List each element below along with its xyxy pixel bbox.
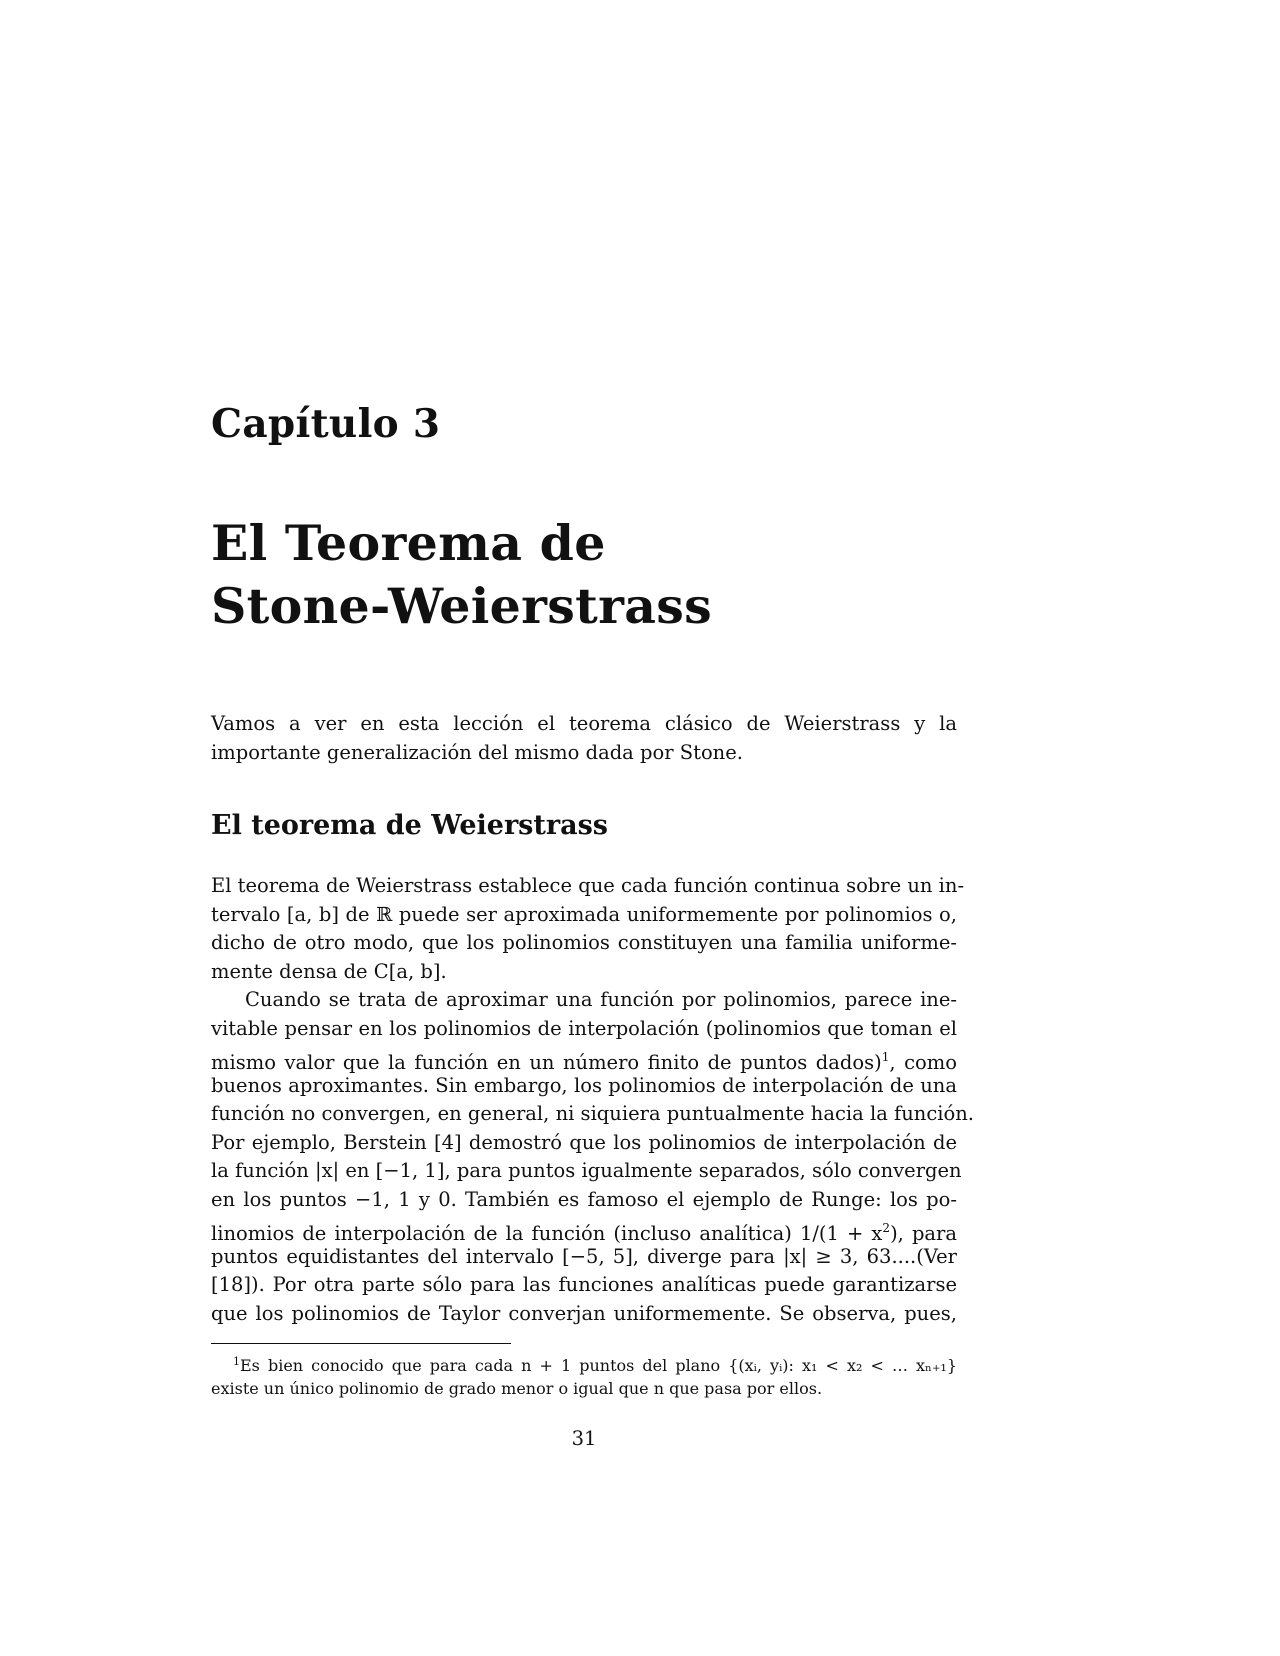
exponent: 2 — [882, 1221, 891, 1235]
body-line: Cuando se trata de aproximar una función por polinomios, parece ine- — [245, 988, 957, 1011]
body-line: dicho de otro modo, que los polinomios constituyen una familia uniforme- — [211, 931, 957, 954]
chapter-title — [211, 512, 712, 638]
body-line: [18]). Por otra parte sólo para las funciones analíticas puede garantizarse — [211, 1273, 957, 1296]
body-line: vitable pensar en los polinomios de interpolación (polinomios que toman el — [211, 1016, 957, 1040]
body-line: función no convergen, en general, ni siquiera puntualmente hacia la función. — [211, 1102, 975, 1125]
footnote-line: existe un único polinomio de grado menor o igual que n que pasa por ellos. — [211, 1379, 823, 1398]
body-text — [211, 872, 975, 1328]
body-line: que los polinomios de Taylor converjan uniformemente. Se observa, pues, — [211, 1301, 957, 1325]
footnote-text: Es bien conocido que para cada n + 1 puntos del plano {(xᵢ, yᵢ): x₁ < x₂ < … xₙ₊₁} — [240, 1356, 957, 1375]
body-line-text: mismo valor que la función en un número finito de puntos dados) — [211, 1051, 882, 1074]
body-line-text: linomios de interpolación de la función (incluso analítica) 1/(1 + x — [211, 1222, 883, 1245]
document-page — [211, 0, 975, 1656]
body-line: la función |x| en [−1, 1], para puntos igualmente separados, sólo convergen — [211, 1159, 962, 1182]
footnote-line — [211, 1350, 957, 1377]
chapter-title-line-2: Stone-Weierstrass — [211, 577, 713, 635]
body-line: tervalo [a, b] de ℝ puede ser aproximada uniformemente por polinomios o, — [211, 902, 957, 926]
body-line-text: ), para — [890, 1222, 957, 1245]
body-line — [211, 1214, 957, 1243]
footnote — [211, 1350, 957, 1400]
footnote-mark: 1 — [233, 1355, 240, 1368]
footnote-reference: 1 — [881, 1050, 890, 1064]
page-number: 31 — [571, 1427, 597, 1450]
intro-paragraph: Vamos a ver en esta lección el teorema clásico de Weierstrass y la importante generalización del mismo dada por Stone. — [211, 712, 957, 764]
body-line-text: , como — [889, 1051, 957, 1074]
body-line: puntos equidistantes del intervalo [−5, 5], diverge para |x| ≥ 3, 63....(Ver — [211, 1244, 957, 1268]
body-line: buenos aproximantes. Sin embargo, los polinomios de interpolación de una — [211, 1073, 957, 1097]
footnote-divider — [211, 1343, 511, 1344]
body-line: mente densa de C[a, b]. — [211, 959, 447, 983]
chapter-label: Capítulo 3 — [211, 401, 441, 447]
section-heading: El teorema de Weierstrass — [211, 810, 608, 841]
body-line — [211, 1043, 957, 1072]
body-line: El teorema de Weierstrass establece que cada función continua sobre un in- — [211, 874, 965, 897]
body-line: Por ejemplo, Berstein [4] demostró que los polinomios de interpolación de — [211, 1130, 957, 1154]
body-line: en los puntos −1, 1 y 0. También es famoso el ejemplo de Runge: los po- — [211, 1187, 957, 1211]
chapter-title-line-1: El Teorema de — [211, 514, 606, 572]
